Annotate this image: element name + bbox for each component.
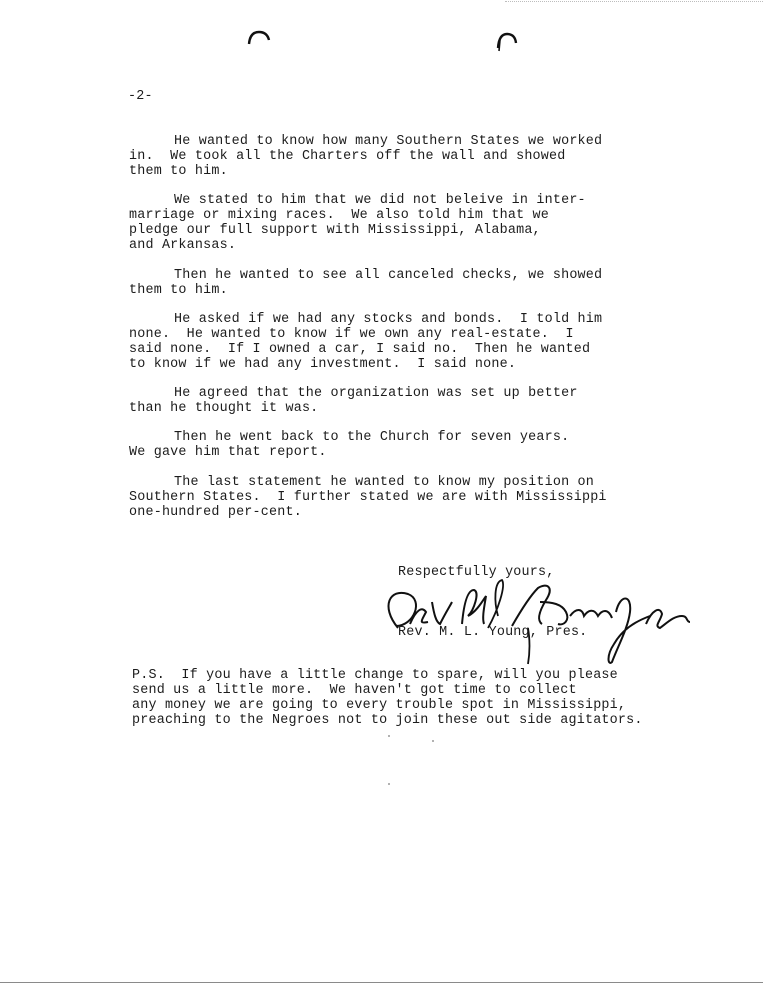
- postscript-line: send us a little more. We haven't got time to collect: [132, 683, 577, 698]
- signatory: Rev. M. L. Young, Pres.: [398, 625, 588, 640]
- body-line: He agreed that the organization was set up better: [174, 386, 578, 401]
- scan-speck: [388, 735, 390, 737]
- body-line: them to him.: [129, 164, 228, 179]
- body-line: We gave him that report.: [129, 445, 327, 460]
- body-line: He asked if we had any stocks and bonds. I told him: [174, 312, 603, 327]
- scan-bottom-edge: [0, 982, 763, 983]
- postscript-line: preaching to the Negroes not to join these out side agitators.: [132, 713, 643, 728]
- page-number: -2-: [128, 89, 153, 104]
- body-line: said none. If I owned a car, I said no. Then he wanted: [129, 342, 591, 357]
- body-line: Southern States. I further stated we are with Mississippi: [129, 490, 607, 505]
- scan-speck: [388, 783, 390, 785]
- body-line: one-hundred per-cent.: [129, 505, 302, 520]
- postscript-line: any money we are going to every trouble spot in Mississippi,: [132, 698, 627, 713]
- body-line: The last statement he wanted to know my position on: [174, 475, 595, 490]
- body-line: than he thought it was.: [129, 401, 319, 416]
- body-line: marriage or mixing races. We also told him that we: [129, 208, 550, 223]
- body-line: none. He wanted to know if we own any real-estate. I: [129, 327, 574, 342]
- binder-hole-mark-right: [494, 30, 520, 52]
- closing: Respectfully yours,: [398, 565, 555, 580]
- postscript-line: P.S. If you have a little change to spare, will you please: [132, 668, 618, 683]
- body-line: Then he wanted to see all canceled checks, we showed: [174, 268, 603, 283]
- body-line: pledge our full support with Mississippi, Alabama,: [129, 223, 541, 238]
- body-line: in. We took all the Charters off the wall and showed: [129, 149, 566, 164]
- body-line: He wanted to know how many Southern States we worked: [174, 134, 603, 149]
- body-line: We stated to him that we did not beleive in inter-: [174, 193, 586, 208]
- scan-speck: [432, 740, 434, 742]
- scan-dotted-edge: [505, 1, 763, 4]
- body-line: and Arkansas.: [129, 238, 237, 253]
- handwritten-signature: [370, 566, 700, 670]
- body-line: Then he went back to the Church for seven years.: [174, 430, 570, 445]
- body-line: to know if we had any investment. I said none.: [129, 357, 517, 372]
- body-line: them to him.: [129, 283, 228, 298]
- binder-hole-mark-left: [246, 28, 272, 48]
